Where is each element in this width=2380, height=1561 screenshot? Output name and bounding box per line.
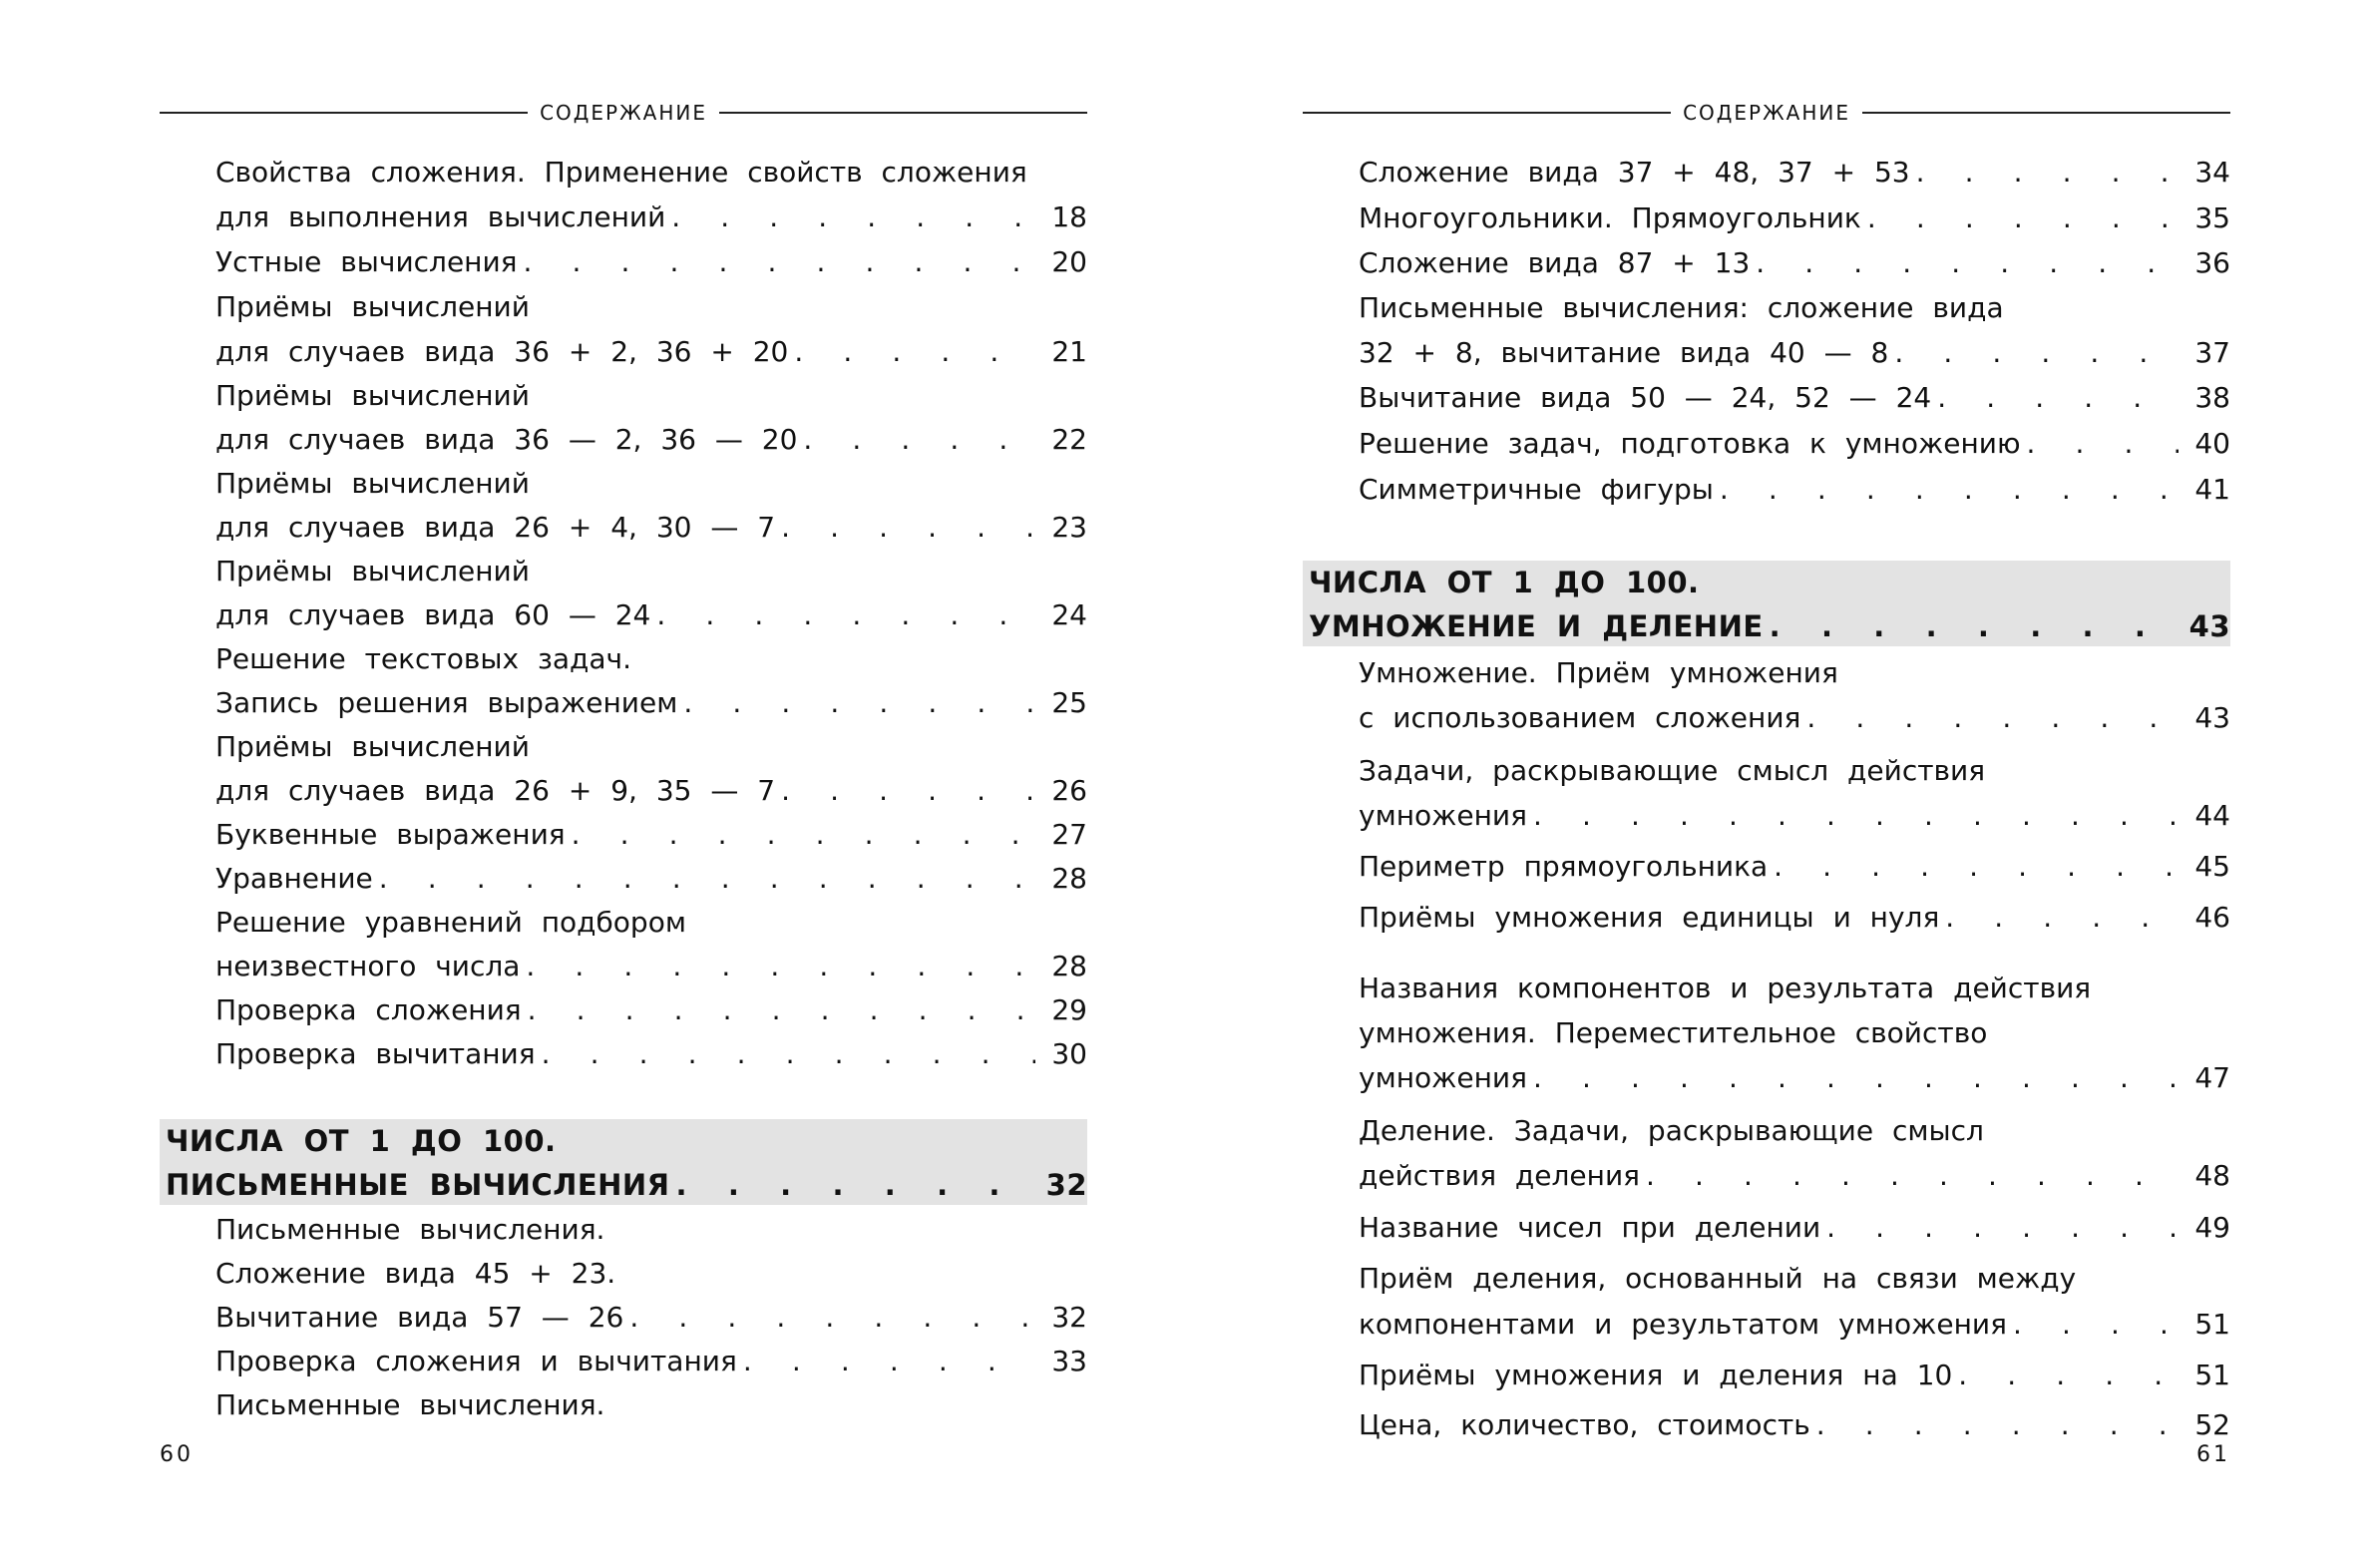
- toc-entry-title: Приёмы умножения и деления на 10: [1359, 1358, 1953, 1391]
- leader-dots: [1867, 201, 2179, 234]
- leader-dots: [542, 1037, 1035, 1070]
- section-heading-page-number: 43: [2188, 609, 2230, 643]
- leader-dots: [1816, 1408, 2179, 1441]
- toc-entry: [1359, 1153, 2230, 1197]
- toc-entry: [215, 944, 1087, 987]
- toc-entry-title: Вычитание вида 57 — 26: [215, 1300, 624, 1334]
- toc-entry: [215, 1031, 1087, 1075]
- toc-entry-title: Буквенные выражения: [215, 817, 566, 851]
- toc-entry: [1359, 1402, 2230, 1446]
- leader-dots: [781, 774, 1035, 807]
- leader-dots: [656, 598, 1035, 631]
- toc-entry: [1359, 1055, 2230, 1099]
- toc-entry-title: умножения. Переместительное свойство: [1359, 1015, 1988, 1049]
- toc-entry: [1359, 1010, 2230, 1054]
- toc-entry: [215, 987, 1087, 1031]
- leader-dots: [629, 1301, 1035, 1334]
- toc-entry-title: Проверка сложения: [215, 992, 522, 1026]
- leader-dots: [1806, 701, 2179, 734]
- toc-entry-page-number: 52: [2194, 1407, 2230, 1441]
- toc-entry-title: Цена, количество, стоимость: [1359, 1407, 1810, 1441]
- toc-entry-title: Проверка сложения и вычитания: [215, 1344, 737, 1377]
- leader-dots: [1770, 609, 2179, 643]
- leader-dots: [671, 200, 1035, 233]
- section-heading: [166, 1163, 1087, 1207]
- toc-entry: [1359, 150, 2230, 194]
- leader-dots: [1720, 473, 2179, 506]
- toc-entry-page-number: 49: [2194, 1210, 2230, 1244]
- toc-entry-title: компонентами и результатом умножения: [1359, 1307, 2007, 1341]
- header-rule-right: [719, 112, 1087, 114]
- section-heading: [1309, 604, 2230, 648]
- leader-dots: [1958, 1359, 2179, 1391]
- toc-entry-page-number: 26: [1051, 773, 1087, 807]
- toc-entry: [1359, 421, 2230, 465]
- leader-dots: [1945, 901, 2179, 934]
- toc-entry-page-number: 34: [2194, 155, 2230, 189]
- leader-dots: [1937, 381, 2179, 414]
- section-heading-line-title: ЧИСЛА ОТ 1 ДО 100.: [166, 1124, 557, 1158]
- toc-entry-title: Сложение вида 45 + 23.: [215, 1256, 616, 1290]
- toc-entry-title: для случаев вида 60 — 24: [215, 597, 651, 631]
- toc-entry: [215, 1207, 1087, 1251]
- toc-entry: [215, 900, 1087, 944]
- toc-entry-title: Названия компонентов и результата действия: [1359, 971, 2092, 1004]
- toc-entry: [215, 1382, 1087, 1426]
- toc-entry-title: Приёмы вычислений: [215, 466, 530, 500]
- toc-entry: [1359, 748, 2230, 792]
- toc-entry: [1359, 1256, 2230, 1300]
- leader-dots: [1826, 1211, 2179, 1244]
- leader-dots: [1756, 246, 2179, 279]
- leader-dots: [1533, 1061, 2179, 1094]
- toc-entry-title: для случаев вида 26 + 4, 30 — 7: [215, 510, 776, 544]
- toc-entry-page-number: 37: [2194, 335, 2230, 369]
- toc-entry-page-number: 23: [1051, 510, 1087, 544]
- toc-entry: [1359, 1108, 2230, 1152]
- toc-entry-title: Приёмы вычислений: [215, 378, 530, 412]
- right-page: [1303, 0, 2230, 1561]
- toc-entry-page-number: 28: [1051, 949, 1087, 982]
- toc-entry-title: Решение задач, подготовка к умножению: [1359, 426, 2021, 460]
- leader-dots: [572, 818, 1035, 851]
- toc-entry-title: для случаев вида 26 + 9, 35 — 7: [215, 773, 776, 807]
- toc-entry-page-number: 28: [1051, 861, 1087, 895]
- toc-entry-title: Приёмы вычислений: [215, 289, 530, 323]
- toc-entry: [1359, 467, 2230, 511]
- toc-entry: [215, 461, 1087, 505]
- toc-entry-title: Название чисел при делении: [1359, 1210, 1821, 1244]
- toc-entry-title: Решение уравнений подбором: [215, 905, 686, 939]
- toc-entry-page-number: 47: [2194, 1060, 2230, 1094]
- toc-entry: [215, 329, 1087, 373]
- leader-dots: [524, 245, 1035, 278]
- toc-entry-title: Приёмы вычислений: [215, 729, 530, 763]
- toc-entry-page-number: 33: [1051, 1344, 1087, 1377]
- toc-entry-page-number: 27: [1051, 817, 1087, 851]
- running-header: [1303, 100, 2230, 126]
- toc-entry: [215, 768, 1087, 812]
- leader-dots: [1894, 336, 2179, 369]
- toc-entry: [215, 636, 1087, 680]
- toc-entry: [1359, 195, 2230, 239]
- toc-entry-title: Приёмы вычислений: [215, 554, 530, 587]
- leader-dots: [1774, 850, 2179, 883]
- toc-entry-title: с использованием сложения: [1359, 700, 1801, 734]
- toc-entry: [215, 150, 1087, 194]
- toc-entry: [215, 1251, 1087, 1295]
- toc-entry: [215, 724, 1087, 768]
- toc-entry-title: Решение текстовых задач.: [215, 641, 631, 675]
- toc-entry-title: Сложение вида 87 + 13: [1359, 245, 1751, 279]
- toc-entry-title: Задачи, раскрывающие смысл действия: [1359, 753, 1986, 787]
- toc-entry: [1359, 330, 2230, 374]
- header-rule-right: [1862, 112, 2230, 114]
- toc-entry-page-number: 51: [2194, 1307, 2230, 1341]
- toc-entry: [1359, 695, 2230, 739]
- toc-entry-page-number: 21: [1051, 334, 1087, 368]
- page-number: 61: [2196, 1442, 2230, 1467]
- toc-entry-title: Письменные вычисления.: [215, 1212, 605, 1246]
- page-number: 60: [160, 1442, 194, 1467]
- toc-entry-page-number: 18: [1051, 199, 1087, 233]
- toc-entry-page-number: 25: [1051, 685, 1087, 719]
- toc-entry-title: действия деления: [1359, 1158, 1640, 1192]
- toc-entry-title: Устные вычисления: [215, 244, 518, 278]
- toc-entry: [1359, 966, 2230, 1009]
- toc-entry-page-number: 35: [2194, 200, 2230, 234]
- leader-dots: [1646, 1159, 2179, 1192]
- toc-entry-title: Периметр прямоугольника: [1359, 849, 1769, 883]
- leader-dots: [794, 335, 1035, 368]
- toc-entry-page-number: 36: [2194, 245, 2230, 279]
- toc-entry-title: Письменные вычисления.: [215, 1387, 605, 1421]
- toc-entry-title: для случаев вида 36 — 2, 36 — 20: [215, 422, 798, 456]
- toc-entry: [1359, 240, 2230, 284]
- toc-entry-title: Запись решения выражением: [215, 685, 678, 719]
- toc-entry-title: Сложение вида 37 + 48, 37 + 53: [1359, 155, 1910, 189]
- toc-entry-page-number: 48: [2194, 1158, 2230, 1192]
- toc-entry: [215, 592, 1087, 636]
- toc-entry: [215, 856, 1087, 900]
- leader-dots: [803, 423, 1035, 456]
- toc-entry: [215, 680, 1087, 724]
- toc-entry-page-number: 24: [1051, 597, 1087, 631]
- toc-entry: [215, 549, 1087, 592]
- toc-entry: [215, 373, 1087, 417]
- toc-entry: [1359, 285, 2230, 329]
- toc-entry-title: Вычитание вида 50 — 24, 52 — 24: [1359, 380, 1932, 414]
- toc-entry-page-number: 45: [2194, 849, 2230, 883]
- toc-entry: [215, 195, 1087, 238]
- toc-entry: [1359, 793, 2230, 837]
- leader-dots: [528, 993, 1035, 1026]
- toc-entry: [1359, 844, 2230, 888]
- toc-entry-title: 32 + 8, вычитание вида 40 — 8: [1359, 335, 1889, 369]
- leader-dots: [2027, 427, 2179, 460]
- toc-entry: [215, 812, 1087, 856]
- toc-entry-page-number: 41: [2194, 472, 2230, 506]
- toc-entry-title: Умножение. Приём умножения: [1359, 655, 1838, 689]
- header-title: СОДЕРЖАНИЕ: [540, 101, 707, 125]
- leader-dots: [1533, 799, 2179, 832]
- toc-entry-title: для выполнения вычислений: [215, 199, 666, 233]
- section-heading-line: [166, 1119, 1087, 1163]
- toc-entry: [215, 284, 1087, 328]
- header-rule-left: [1303, 112, 1671, 114]
- toc-entry-page-number: 51: [2194, 1358, 2230, 1391]
- toc-entry: [1359, 375, 2230, 419]
- toc-entry-page-number: 32: [1051, 1300, 1087, 1334]
- left-page: [160, 0, 1087, 1561]
- toc-entry-page-number: 30: [1051, 1036, 1087, 1070]
- toc-entry-page-number: 44: [2194, 798, 2230, 832]
- toc-entry-title: умножения: [1359, 1060, 1527, 1094]
- toc-entry-title: Приём деления, основанный на связи между: [1359, 1261, 2077, 1295]
- toc-entry-page-number: 43: [2194, 700, 2230, 734]
- leader-dots: [743, 1345, 1035, 1377]
- toc-entry-title: Приёмы умножения единицы и нуля: [1359, 900, 1940, 934]
- toc-entry: [215, 1295, 1087, 1339]
- header-title: СОДЕРЖАНИЕ: [1683, 101, 1850, 125]
- leader-dots: [2013, 1308, 2179, 1341]
- leader-dots: [683, 686, 1035, 719]
- toc-entry-title: Свойства сложения. Применение свойств сложения: [215, 155, 1027, 189]
- toc-entry: [1359, 1302, 2230, 1346]
- toc-entry-page-number: 46: [2194, 900, 2230, 934]
- toc-entry: [1359, 1205, 2230, 1249]
- toc-entry-title: Многоугольники. Прямоугольник: [1359, 200, 1861, 234]
- toc-entry-page-number: 20: [1051, 244, 1087, 278]
- toc-entry: [1359, 650, 2230, 694]
- leader-dots: [379, 862, 1035, 895]
- leader-dots: [676, 1168, 1036, 1202]
- toc-entry-page-number: 38: [2194, 380, 2230, 414]
- toc-entry: [215, 1339, 1087, 1382]
- toc-entry-title: Проверка вычитания: [215, 1036, 536, 1070]
- toc-entry: [215, 417, 1087, 461]
- toc-entry: [215, 239, 1087, 283]
- toc-entry: [1359, 1353, 2230, 1396]
- section-heading-line-title: ЧИСЛА ОТ 1 ДО 100.: [1309, 566, 1700, 599]
- leader-dots: [781, 511, 1035, 544]
- section-heading-line: [1309, 561, 2230, 604]
- toc-entry-title: Письменные вычисления: сложение вида: [1359, 290, 2004, 324]
- toc-entry-title: для случаев вида 36 + 2, 36 + 20: [215, 334, 789, 368]
- toc-entry-page-number: 22: [1051, 422, 1087, 456]
- leader-dots: [526, 950, 1035, 982]
- toc-entry: [215, 505, 1087, 549]
- section-heading-title: УМНОЖЕНИЕ И ДЕЛЕНИЕ: [1309, 609, 1764, 643]
- toc-entry-title: умножения: [1359, 798, 1527, 832]
- toc-entry-title: Симметричные фигуры: [1359, 472, 1714, 506]
- leader-dots: [1916, 156, 2179, 189]
- toc-entry-page-number: 29: [1051, 992, 1087, 1026]
- toc-entry: [1359, 895, 2230, 939]
- running-header: [160, 100, 1087, 126]
- toc-entry-title: неизвестного числа: [215, 949, 521, 982]
- section-heading-title: ПИСЬМЕННЫЕ ВЫЧИСЛЕНИЯ: [166, 1168, 670, 1202]
- toc-entry-title: Деление. Задачи, раскрывающие смысл: [1359, 1113, 1984, 1147]
- toc-entry-page-number: 40: [2194, 426, 2230, 460]
- section-heading-page-number: 32: [1045, 1168, 1087, 1202]
- header-rule-left: [160, 112, 528, 114]
- toc-entry-title: Уравнение: [215, 861, 373, 895]
